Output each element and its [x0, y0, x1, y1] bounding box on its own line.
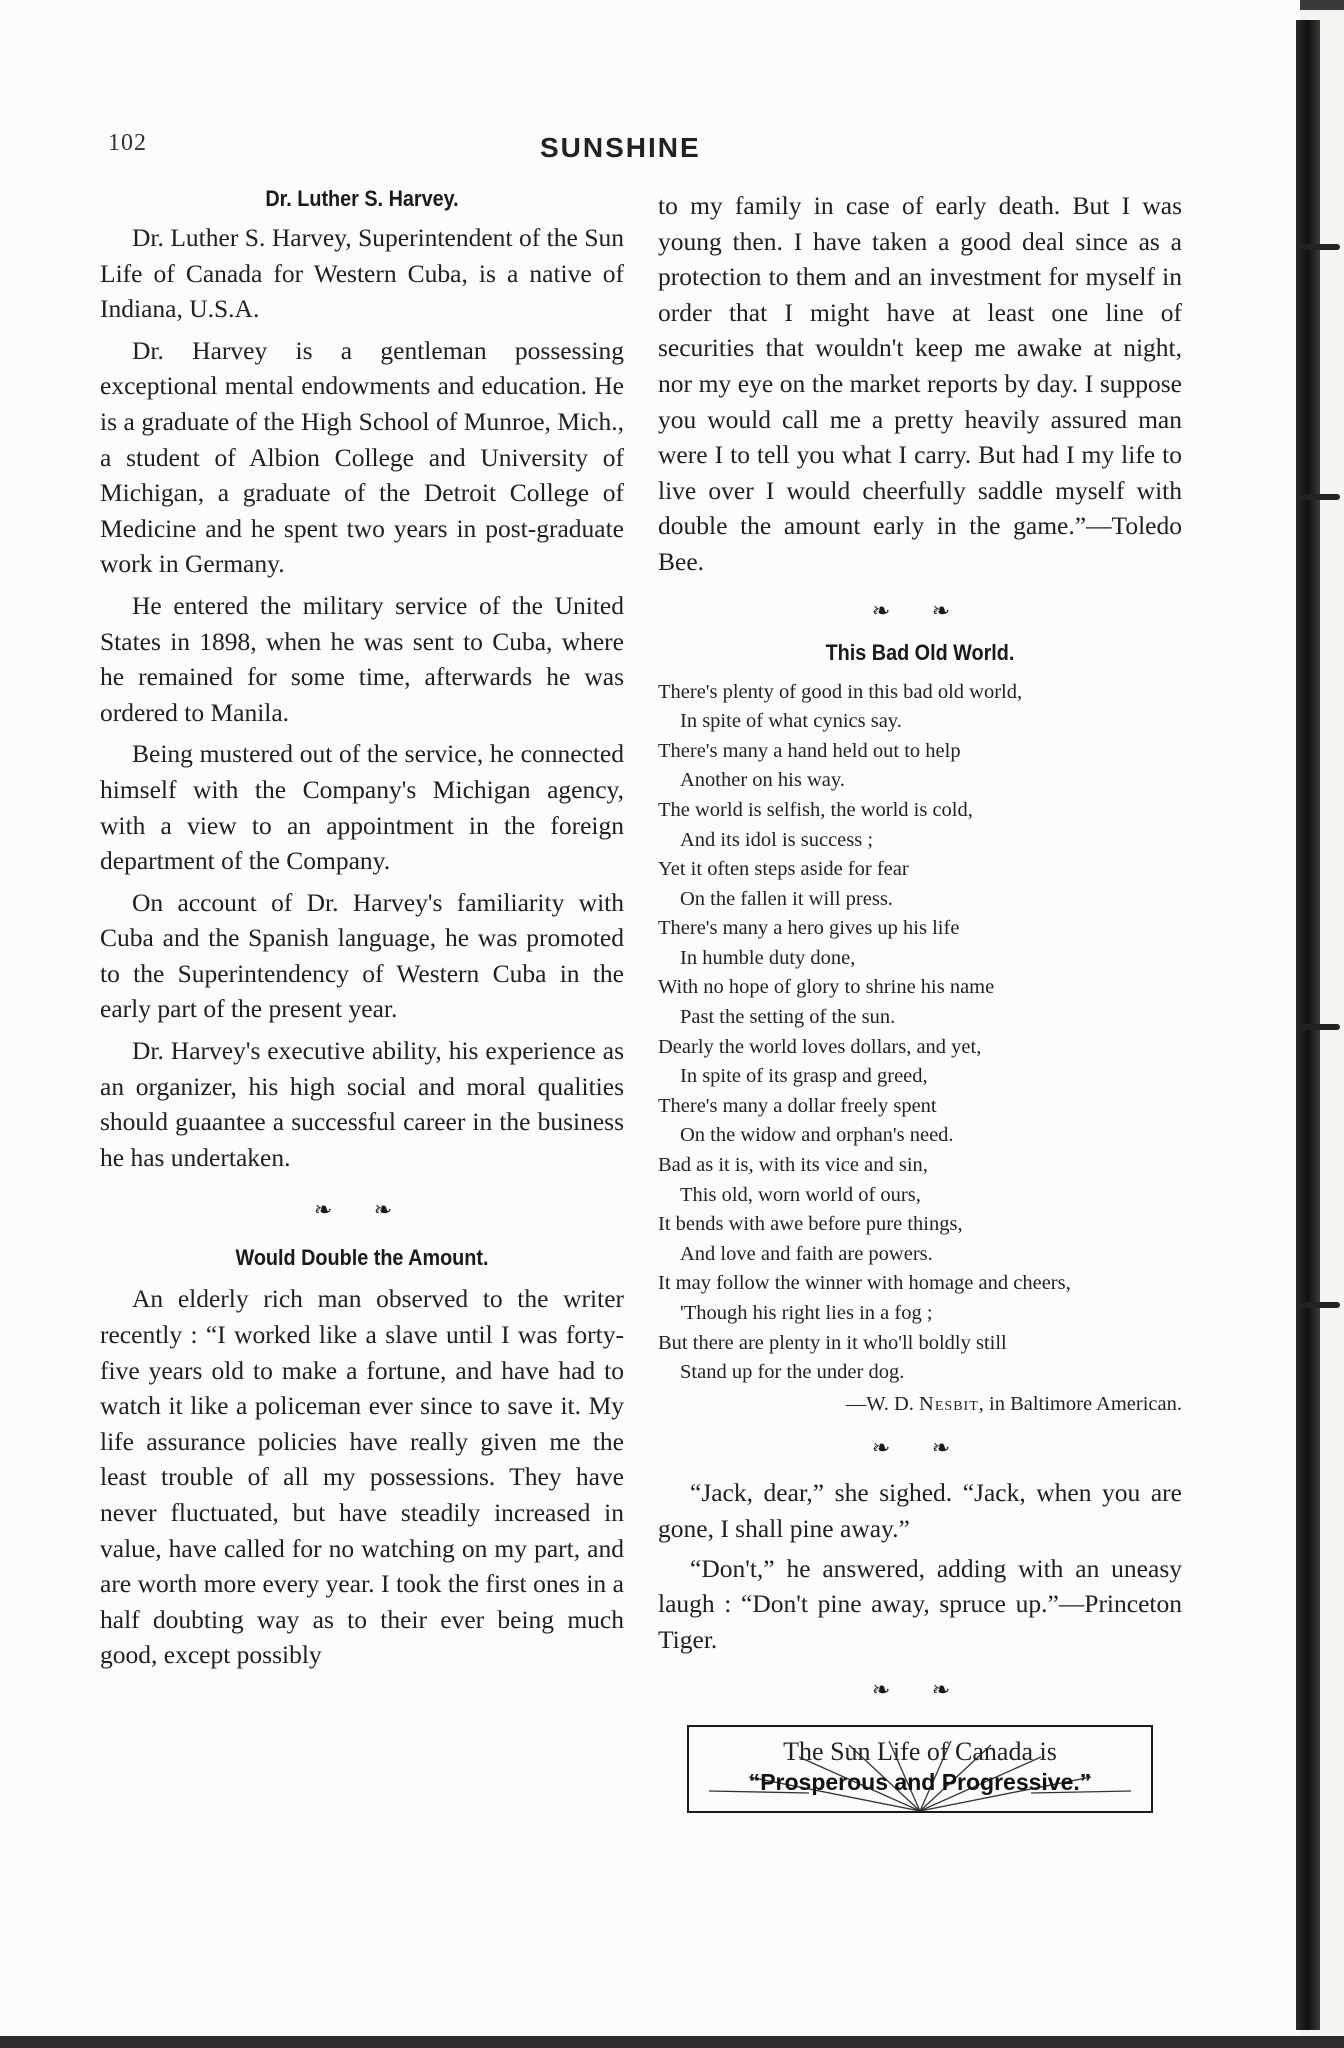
- paragraph: On account of Dr. Harvey's familiarity with Cuba and the Spanish language, he was promoted to the Superintendency of Western Cuba in the early part of the present year.: [100, 887, 624, 1024]
- poem-title: This Bad Old World.: [825, 639, 1015, 665]
- poem: [658, 678, 1182, 1420]
- poem-line: In spite of its grasp and greed,: [680, 1065, 928, 1088]
- section-ornament: ❧ ❧: [871, 1435, 969, 1461]
- poem-line: Another on his way.: [680, 769, 845, 792]
- attribution-author: Nesbit: [919, 1392, 979, 1415]
- paragraph-continuation: to my family in case of early death. But I was young then. I have taken a good deal since as a protection to them and an investment for myself in order that I might have at least one line of securities that wouldn't keep me awake at night, nor my eye on the market reports by day. I suppose you would call me a pretty heavily assured man were I to tell you what I carry. But had I my life to live over I would cheerfully saddle myself with double the amount early in the game.”—Toledo Bee.: [658, 191, 1182, 576]
- poem-line: With no hope of glory to shrine his name: [658, 976, 995, 999]
- poem-line: In humble duty done,: [680, 946, 856, 969]
- binding-mark: [1300, 494, 1340, 500]
- poem-line: And its idol is success ;: [680, 828, 874, 851]
- poem-line: The world is selfish, the world is cold,: [658, 798, 973, 821]
- binding-mark: [1300, 1302, 1340, 1308]
- page-number: 102: [108, 130, 147, 156]
- paragraph: Being mustered out of the service, he connected himself with the Company's Michigan agency, with a view to an appointment in the foreign department of the Company.: [100, 739, 624, 876]
- running-head: SUNSHINE: [540, 132, 701, 163]
- attribution-source: , in Baltimore American.: [978, 1392, 1182, 1415]
- section-ornament: ❧ ❧: [871, 597, 969, 623]
- left-column: [100, 186, 624, 1673]
- poem-line: In spite of what cynics say.: [680, 710, 902, 733]
- poem-line: There's plenty of good in this bad old world,: [658, 680, 1023, 703]
- poem-line: It bends with awe before pure things,: [658, 1213, 963, 1236]
- poem-line: There's many a dollar freely spent: [658, 1094, 937, 1117]
- binding-mark: [1300, 1024, 1340, 1030]
- paragraph: He entered the military service of the United States in 1898, when he was sent to Cuba, where he remained for some time, afterwards he was ordered to Manila.: [100, 590, 624, 727]
- poem-line: 'Though his right lies in a fog ;: [680, 1302, 933, 1324]
- section-ornament: ❧ ❧: [871, 1677, 969, 1703]
- joke-paragraph: “Jack, dear,” she sighed. “Jack, when you are gone, I shall pine away.”: [658, 1478, 1182, 1543]
- poem-line: This old, worn world of ours,: [680, 1183, 921, 1206]
- poem-line: There's many a hand held out to help: [658, 739, 961, 762]
- article-title-double-amount: Would Double the Amount.: [235, 1245, 489, 1271]
- poem-line: Bad as it is, with its vice and sin,: [658, 1154, 928, 1177]
- poem-line: It may follow the winner with homage and cheers,: [658, 1272, 1071, 1295]
- poem-line: On the fallen it will press.: [680, 887, 893, 910]
- poem-line: Past the setting of the sun.: [680, 1006, 896, 1029]
- paragraph: Dr. Luther S. Harvey, Superintendent of the Sun Life of Canada for Western Cuba, is a native of Indiana, U.S.A.: [100, 223, 624, 324]
- advert-line-1: The Sun Life of Canada is: [783, 1737, 1057, 1767]
- poem-line: But there are plenty in it who'll boldly still: [658, 1331, 1007, 1354]
- poem-attribution: [658, 1390, 1182, 1420]
- poem-line: Dearly the world loves dollars, and yet,: [658, 1035, 982, 1058]
- poem-line: On the widow and orphan's need.: [680, 1124, 954, 1147]
- poem-line: And love and faith are powers.: [680, 1242, 933, 1265]
- paragraph: Dr. Harvey is a gentleman possessing exceptional mental endowments and education. He is a graduate of the High School of Munroe, Mich., a student of Albion College and University of Michigan, a graduate of the Detroit College of Medicine and he spent two years in post-graduate work in Germany.: [100, 335, 624, 579]
- page-bottom-edge: [0, 2036, 1344, 2048]
- joke-paragraph: “Don't,” he answered, adding with an uneasy laugh : “Don't pine away, spruce up.”—Princeton Tiger.: [658, 1553, 1182, 1654]
- section-ornament: ❧ ❧: [313, 1197, 411, 1223]
- poem-line: Yet it often steps aside for fear: [658, 858, 909, 881]
- advert-line-2: “Prosperous and Progressive.”: [748, 1769, 1092, 1796]
- right-column: [658, 188, 1182, 1813]
- attribution-prefix: —W. D.: [845, 1392, 920, 1415]
- article-title-harvey: Dr. Luther S. Harvey.: [265, 186, 459, 211]
- paragraph: An elderly rich man observed to the writer recently : “I worked like a slave until I was forty-five years old to make a fortune, and have had to watch it like a policeman ever since to save it. My life assurance policies have really given me the least trouble of all my possessions. They have never fluctuated, but have steadily increased in value, have called for no watching on my part, and are worth more every year. I took the first ones in a half doubting way as to their ever being much good, except possibly: [100, 1284, 624, 1670]
- poem-line: Stand up for the under dog.: [680, 1361, 905, 1384]
- advertisement-box: [687, 1725, 1153, 1813]
- binding-mark: [1300, 244, 1340, 250]
- paragraph: Dr. Harvey's executive ability, his experience as an organizer, his high social and moral qualities should guaantee a successful career in the business he has undertaken.: [100, 1036, 624, 1172]
- poem-line: There's many a hero gives up his life: [658, 917, 960, 940]
